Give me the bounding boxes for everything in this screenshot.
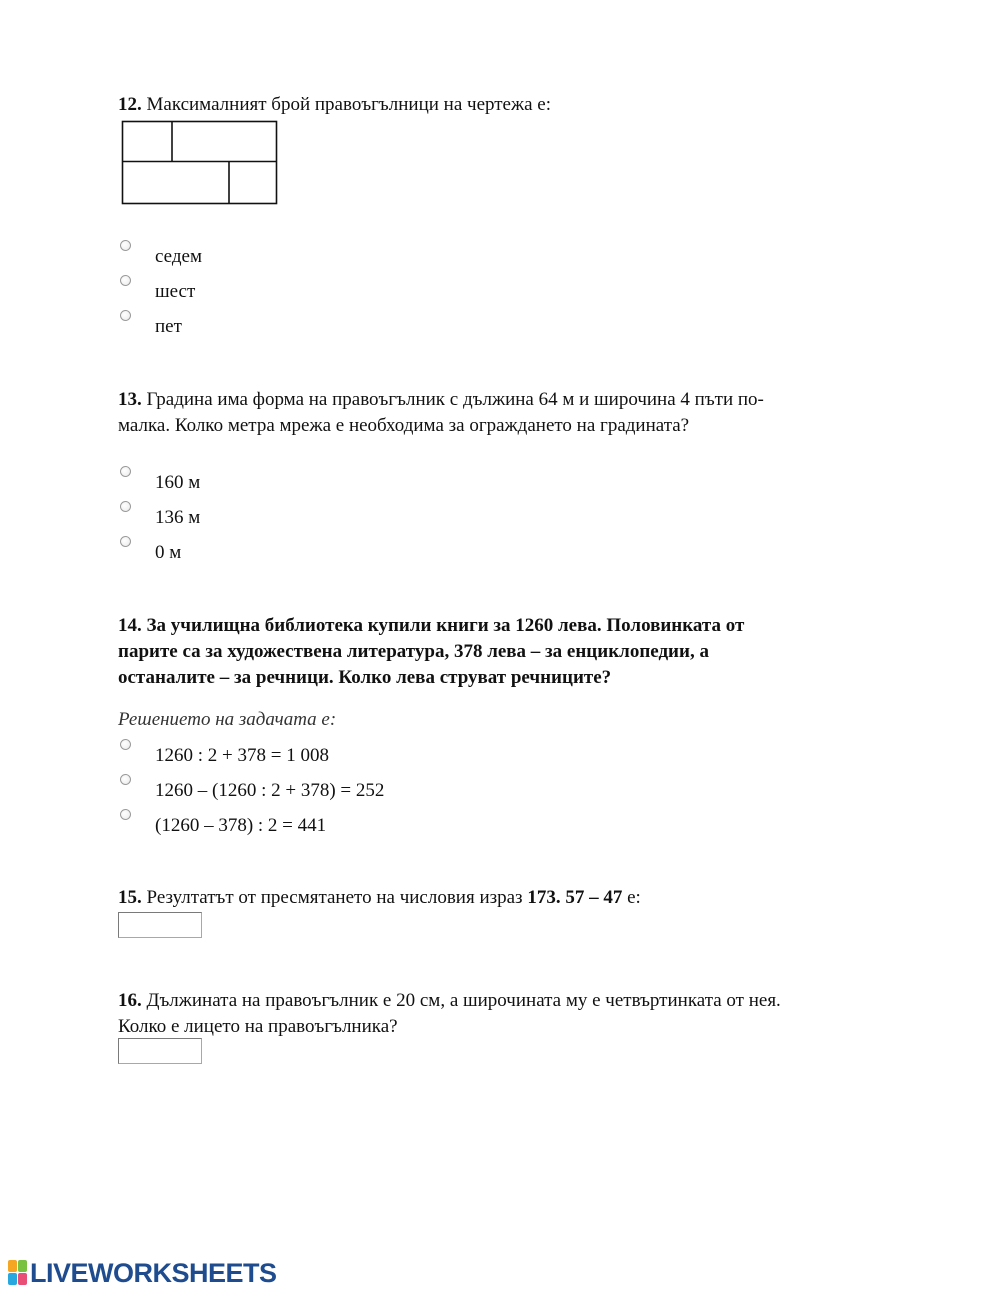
question-number: 16. bbox=[118, 990, 142, 1011]
answer-input-q16[interactable] bbox=[118, 1038, 202, 1064]
question-12 bbox=[118, 92, 551, 118]
question-suffix: е: bbox=[622, 887, 641, 908]
logo-text: LIVEWORKSHEETS bbox=[30, 1257, 277, 1288]
question-number: 13. bbox=[118, 389, 142, 410]
question-text: Резултатът от пресмятането на числовия израз bbox=[141, 887, 528, 908]
option-label: (1260 – 378) : 2 = 441 bbox=[155, 815, 327, 836]
radio-q13-option-2[interactable] bbox=[120, 501, 131, 512]
option-label: шест bbox=[155, 281, 196, 302]
question-14 bbox=[118, 613, 878, 691]
question-text-line-2: парите са за художествена литература, 378 лева – за енциклопедии, а bbox=[118, 641, 709, 662]
option-label: 136 м bbox=[155, 507, 201, 528]
option-label: 160 м bbox=[155, 472, 201, 493]
question-16 bbox=[118, 988, 918, 1040]
radio-q14-option-2[interactable] bbox=[120, 774, 131, 785]
math-expression: 173. 57 – 47 bbox=[527, 887, 623, 908]
option-label: 1260 – (1260 : 2 + 378) = 252 bbox=[155, 780, 385, 801]
question-text-line-1: Градина има форма на правоъгълник с дължина 64 м и широчина 4 пъти по- bbox=[141, 389, 764, 410]
question-text-line-2: Колко е лицето на правоъгълника? bbox=[118, 1016, 398, 1037]
radio-q14-option-3[interactable] bbox=[120, 809, 131, 820]
question-text-line-1: Дължината на правоъгълник е 20 см, а широчината му е четвъртинката от нея. bbox=[141, 990, 781, 1011]
liveworksheets-logo[interactable] bbox=[8, 1258, 277, 1288]
radio-q13-option-1[interactable] bbox=[120, 466, 131, 477]
radio-q13-option-3[interactable] bbox=[120, 536, 131, 547]
radio-q12-option-3[interactable] bbox=[120, 310, 131, 321]
question-text-line-2: малка. Колко метра мрежа е необходима за ограждането на градината? bbox=[118, 415, 690, 436]
rectangles-drawing bbox=[120, 120, 280, 206]
option-label: 1260 : 2 + 378 = 1 008 bbox=[155, 745, 329, 766]
question-13 bbox=[118, 387, 878, 439]
question-15 bbox=[118, 885, 641, 911]
option-label: седем bbox=[155, 246, 202, 267]
option-label: пет bbox=[155, 316, 182, 337]
question-text: Максималният брой правоъгълници на чертежа е: bbox=[141, 94, 552, 115]
answer-input-q15[interactable] bbox=[118, 912, 202, 938]
radio-q12-option-2[interactable] bbox=[120, 275, 131, 286]
question-number: 12. bbox=[118, 94, 142, 115]
radio-q14-option-1[interactable] bbox=[120, 739, 131, 750]
question-text-line-3: останалите – за речници. Колко лева струват речниците? bbox=[118, 667, 612, 688]
solution-subtitle: Решението на задачата е: bbox=[118, 709, 337, 730]
option-label: 0 м bbox=[155, 542, 182, 563]
question-number: 15. bbox=[118, 887, 142, 908]
logo-mark-icon bbox=[8, 1260, 28, 1286]
radio-q12-option-1[interactable] bbox=[120, 240, 131, 251]
question-text-line-1: 14. За училищна библиотека купили книги за 1260 лева. Половинката от bbox=[118, 615, 745, 636]
